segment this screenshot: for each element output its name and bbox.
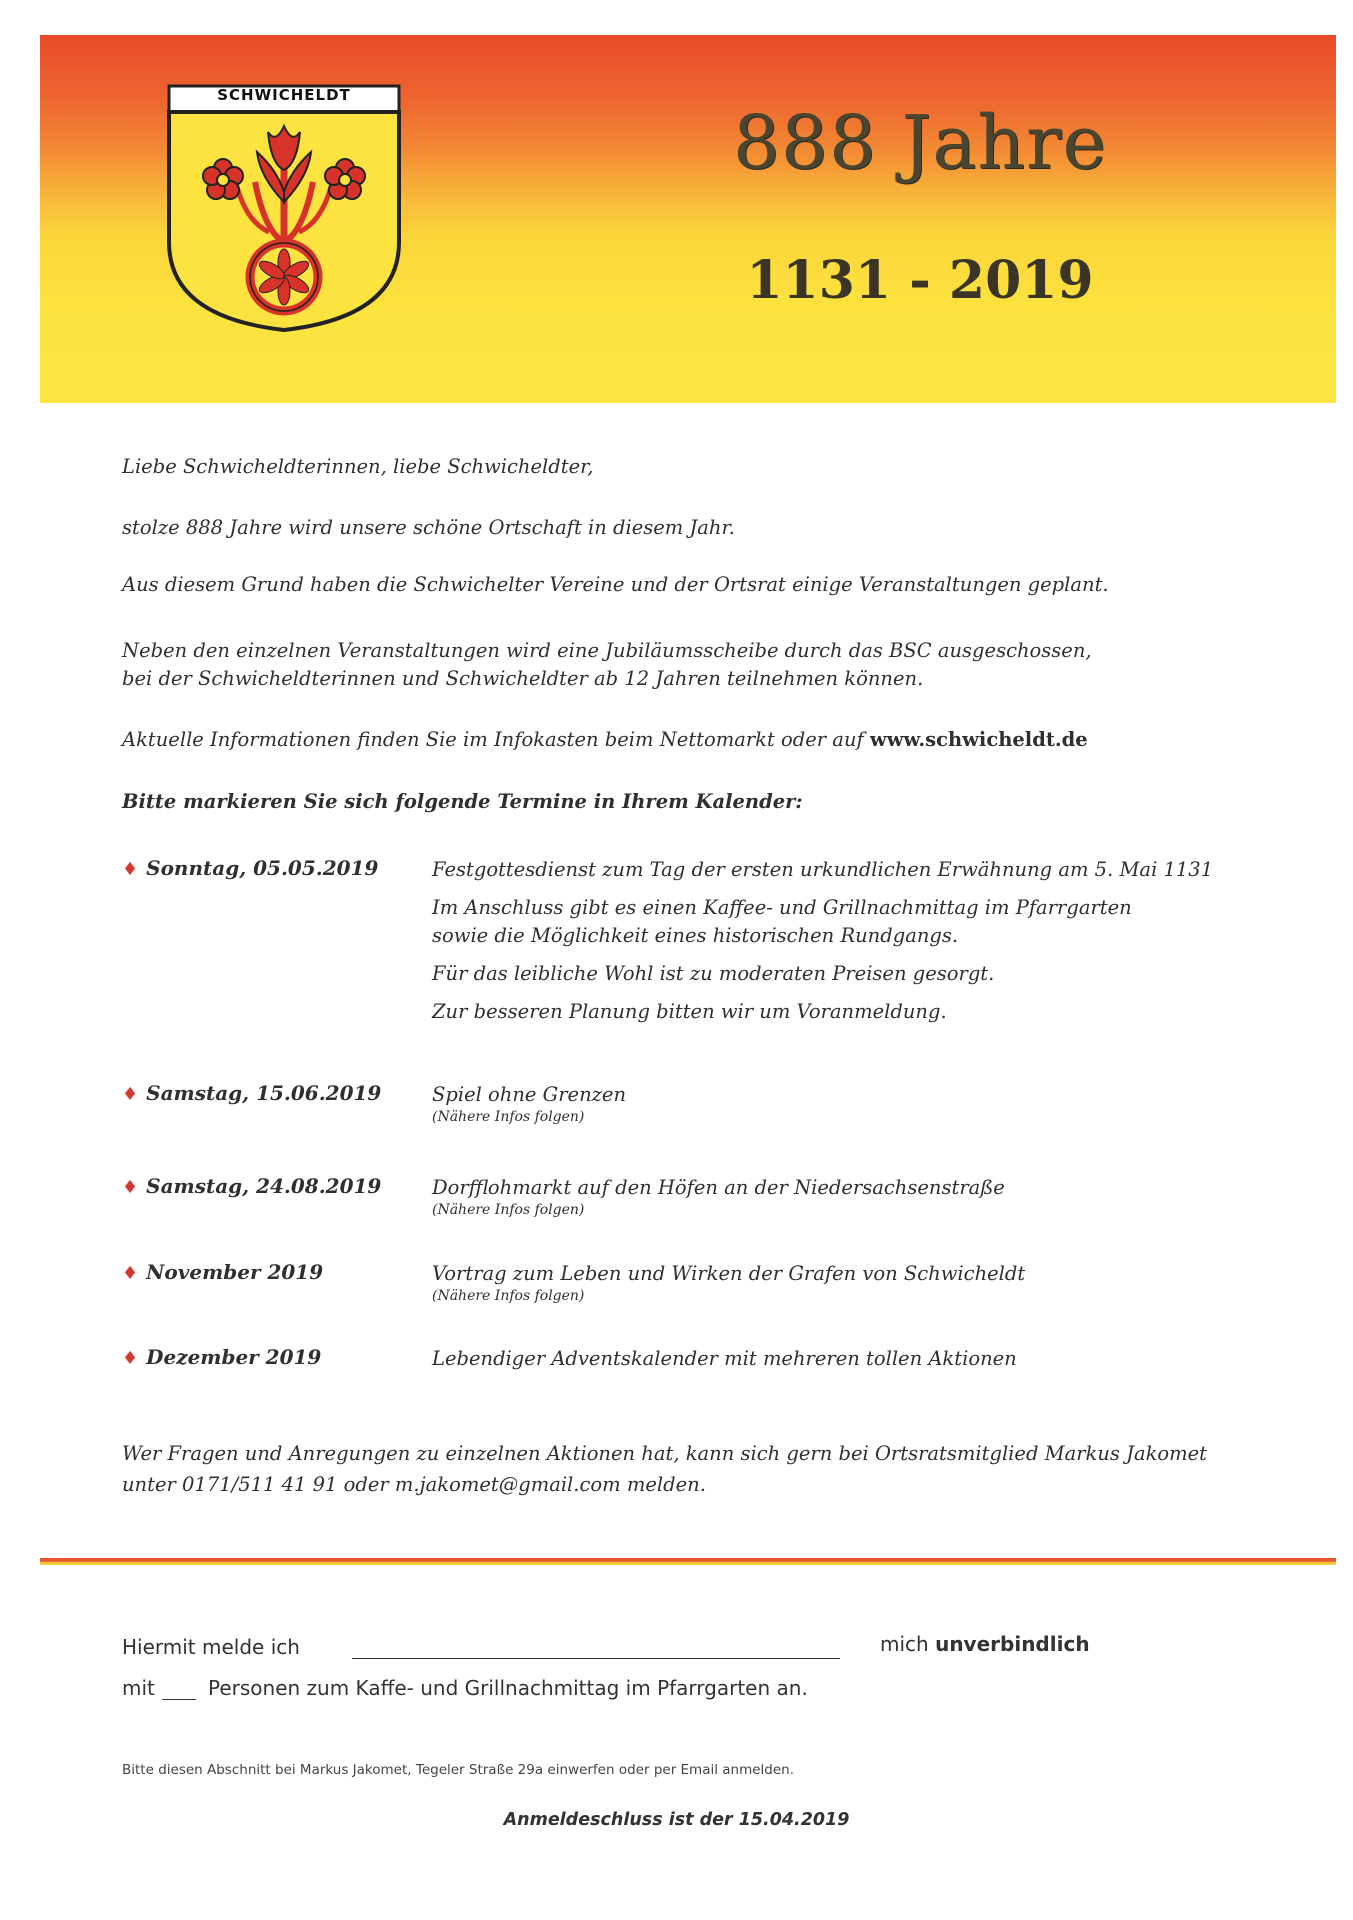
diamond-bullet-icon: ♦ [122, 1348, 139, 1369]
event-date: ♦ Sonntag, 05.05.2019 [122, 856, 379, 880]
form-line-1-label: Hiermit melde ich [122, 1635, 300, 1659]
event-description [432, 1345, 1312, 1373]
greeting: Liebe Schwicheldterinnen, liebe Schwicheldter, [122, 455, 594, 478]
page-subtitle-years: 1131 - 2019 [746, 250, 1094, 311]
info-text: Aktuelle Informationen finden Sie im Infokasten beim Nettomarkt oder auf [122, 728, 870, 751]
event-line: sowie die Möglichkeit eines historischen Rundgangs. [432, 924, 959, 947]
form-line-2-label: mit [122, 1676, 155, 1700]
event-title: Spiel ohne Grenzen [432, 1083, 627, 1106]
section-divider [40, 1558, 1336, 1565]
contact-line-2: unter 0171/511 41 91 oder m.jakomet@gmail.com melden. [122, 1473, 706, 1496]
calendar-heading: Bitte markieren Sie sich folgende Termine in Ihrem Kalender: [122, 790, 803, 813]
form-line-1-end: mich unverbindlich [880, 1632, 1090, 1656]
diamond-bullet-icon: ♦ [122, 1177, 139, 1198]
coat-of-arms-icon [165, 82, 403, 332]
page-title: 888 Jahre [732, 100, 1108, 186]
crest [165, 82, 403, 332]
form-line-2-text: Personen zum Kaffe- und Grillnachmittag im Pfarrgarten an. [208, 1676, 808, 1700]
event-line: Zur besseren Planung bitten wir um Voranmeldung. [432, 1000, 947, 1023]
event-date: ♦ Samstag, 24.08.2019 [122, 1174, 382, 1198]
event-note: (Nähere Infos folgen) [432, 1109, 585, 1125]
contact-line-1: Wer Fragen und Anregungen zu einzelnen Aktionen hat, kann sich gern bei Ortsratsmitglied Markus Jakomet [122, 1442, 1207, 1465]
crest-name: SCHWICHELDT [217, 86, 351, 104]
event-note: (Nähere Infos folgen) [432, 1202, 585, 1218]
event-title: Dorfflohmarkt auf den Höfen an der Niedersachsenstraße [432, 1176, 1005, 1199]
event-note: (Nähere Infos folgen) [432, 1288, 585, 1304]
name-field[interactable] [352, 1636, 840, 1659]
event-description [432, 1174, 1312, 1220]
event-line: Festgottesdienst zum Tag der ersten urkundlichen Erwähnung am 5. Mai 1131 [432, 858, 1214, 881]
event-date: ♦ Samstag, 15.06.2019 [122, 1081, 382, 1105]
diamond-bullet-icon: ♦ [122, 1263, 139, 1284]
intro-line-2: Aus diesem Grund haben die Schwichelter Vereine und der Ortsrat einige Veranstaltungen geplant. [122, 573, 1109, 596]
event-line: Für das leibliche Wohl ist zu moderaten Preisen gesorgt. [432, 962, 995, 985]
persons-count-field[interactable] [162, 1677, 196, 1700]
diamond-bullet-icon: ♦ [122, 859, 139, 880]
event-line: Im Anschluss gibt es einen Kaffee- und Grillnachmittag im Pfarrgarten [432, 896, 1132, 919]
intro-line-3a: Neben den einzelnen Veranstaltungen wird eine Jubiläumsscheibe durch das BSC ausgeschossen, [122, 639, 1092, 662]
event-date: ♦ Dezember 2019 [122, 1345, 322, 1369]
intro-line-3b: bei der Schwicheldterinnen und Schwicheldter ab 12 Jahren teilnehmen können. [122, 667, 924, 690]
event-date: ♦ November 2019 [122, 1260, 324, 1284]
event-title: Lebendiger Adventskalender mit mehreren tollen Aktionen [432, 1347, 1017, 1370]
event-description [432, 856, 1312, 1036]
event-description [432, 1260, 1312, 1306]
info-line [122, 725, 1282, 755]
registration-deadline: Anmeldeschluss ist der 15.04.2019 [503, 1810, 850, 1830]
website-link[interactable]: www.schwicheldt.de [869, 728, 1088, 751]
intro-line-1: stolze 888 Jahre wird unsere schöne Ortschaft in diesem Jahr. [122, 516, 735, 539]
event-description [432, 1081, 1312, 1127]
event-title: Vortrag zum Leben und Wirken der Grafen von Schwicheldt [432, 1262, 1026, 1285]
footer-instruction: Bitte diesen Abschnitt bei Markus Jakomet, Tegeler Straße 29a einwerfen oder per Email anmelden. [122, 1762, 795, 1778]
diamond-bullet-icon: ♦ [122, 1084, 139, 1105]
